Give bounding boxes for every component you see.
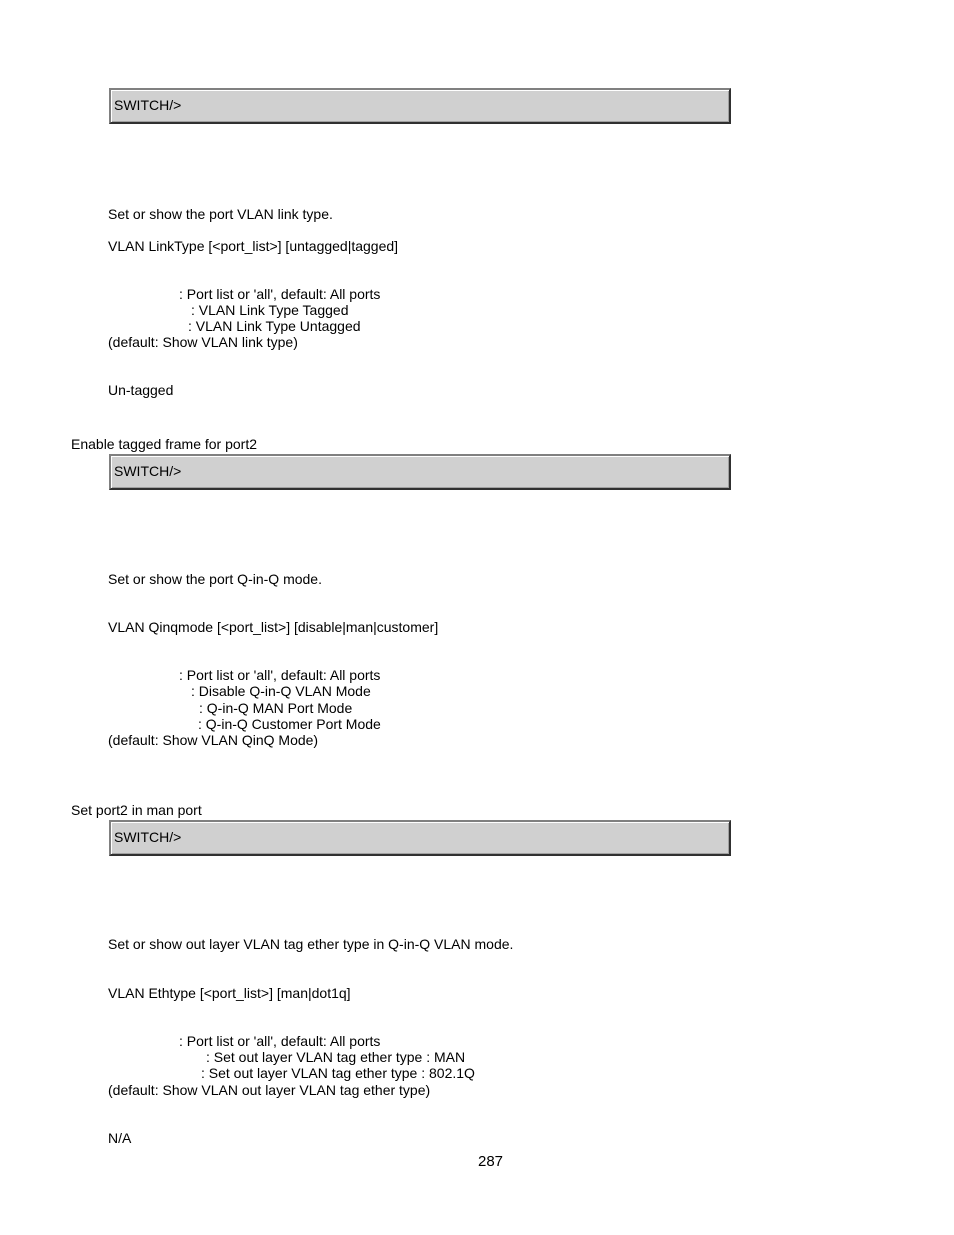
- linktype-syntax: VLAN LinkType [<port_list>] [untagged|tagged]: [108, 238, 399, 254]
- qinqmode-example-title: Set port2 in man port: [71, 802, 202, 818]
- command-prompt: SWITCH/>: [114, 97, 182, 113]
- page-number: 287: [478, 1153, 504, 1170]
- qinqmode-param: : Disable Q-in-Q VLAN Mode: [191, 683, 371, 699]
- qinqmode-param: : Q-in-Q Customer Port Mode: [198, 716, 381, 732]
- qinqmode-param: : Q-in-Q MAN Port Mode: [199, 700, 353, 716]
- linktype-param: : VLAN Link Type Untagged: [188, 318, 361, 334]
- qinqmode-param-default: (default: Show VLAN QinQ Mode): [108, 732, 319, 748]
- linktype-param-default: (default: Show VLAN link type): [108, 334, 298, 350]
- ethtype-default-value: N/A: [108, 1130, 132, 1146]
- command-box: [109, 454, 731, 490]
- linktype-default-value: Un-tagged: [108, 382, 174, 398]
- qinqmode-description: Set or show the port Q-in-Q mode.: [108, 571, 322, 587]
- command-prompt: SWITCH/>: [114, 829, 182, 845]
- ethtype-param: : Set out layer VLAN tag ether type : 802.1Q: [201, 1065, 475, 1081]
- qinqmode-param: : Port list or 'all', default: All ports: [179, 667, 381, 683]
- linktype-example-title: Enable tagged frame for port2: [71, 436, 258, 452]
- command-box: [109, 88, 731, 124]
- command-box: [109, 820, 731, 856]
- linktype-param: : Port list or 'all', default: All ports: [179, 286, 381, 302]
- qinqmode-syntax: VLAN Qinqmode [<port_list>] [disable|man|customer]: [108, 619, 439, 635]
- linktype-description: Set or show the port VLAN link type.: [108, 206, 333, 222]
- ethtype-syntax: VLAN Ethtype [<port_list>] [man|dot1q]: [108, 985, 351, 1001]
- ethtype-param-default: (default: Show VLAN out layer VLAN tag ether type): [108, 1082, 431, 1098]
- ethtype-description: Set or show out layer VLAN tag ether type in Q-in-Q VLAN mode.: [108, 936, 514, 952]
- ethtype-param: : Port list or 'all', default: All ports: [179, 1033, 381, 1049]
- ethtype-param: : Set out layer VLAN tag ether type : MAN: [206, 1049, 466, 1065]
- command-prompt: SWITCH/>: [114, 463, 182, 479]
- linktype-param: : VLAN Link Type Tagged: [191, 302, 349, 318]
